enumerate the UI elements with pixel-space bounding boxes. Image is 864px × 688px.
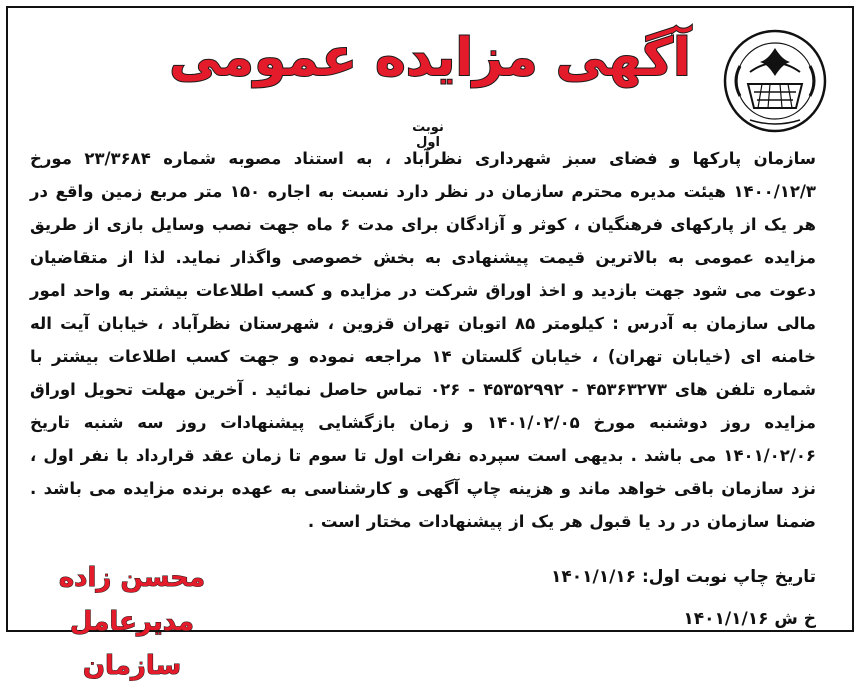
notice-frame xyxy=(6,6,854,681)
municipality-emblem-icon xyxy=(720,26,830,136)
round-label: نوبت اول xyxy=(412,120,444,150)
notice-body: سازمان پارکها و فضای سبز شهرداری نظرآباد ، به استناد مصوبه شماره ۲۳/۳۶۸۴ مورخ ۱۴۰۰/۱۲/۳ هیئت مدیره محترم سازمان در نظر دارد نسبت به اجاره ۱۵۰ متر مربع زمین واقع در هر یک از پارکهای فرهنگیان ، کوثر و آزادگان برای مدت ۶ ماه جهت نصب وسایل بازی از طریق مزایده عمومی به بالاترین قیمت پیشنهادی به بخش خصوصی واگذار نماید. لذا از متقاضیان دعوت می شود جهت بازدید و اخذ اوراق شرکت در مزایده و کسب اطلاعات بیشتر به واحد امور مالی سازمان به آدرس : کیلومتر ۸۵ اتوبان تهران قزوین ، شهرستان نظرآباد ، خیابان آیت اله خامنه ای (خیابان تهران) ، خیابان گلستان ۱۴ مراجعه نموده و جهت کسب اطلاعات بیشتر با شماره تلفن های ۴۵۳۶۳۲۷۳ - ۴۵۳۵۲۹۹۲ - ۰۲۶ تماس حاصل نمائید . آخرین مهلت تحویل اوراق مزایده روز دوشنبه مورخ ۱۴۰۱/۰۲/۰۵ و زمان بازگشایی پیشنهادات روز سه شنبه تاریخ ۱۴۰۱/۰۲/۰۶ می باشد . بدیهی است سپرده نفرات اول تا سوم تا زمان عقد قرارداد با نفر اول ، نزد سازمان باقی خواهد ماند و هزینه چاپ آگهی و کارشناسی به عهده برنده مزایده می باشد . ضمنا سازمان در رد یا قبول هر یک از پیشنهادات مختار است . xyxy=(30,149,817,531)
signer-title: مدیرعامل سازمان xyxy=(70,607,194,681)
page-title: آگهی مزایده عمومی xyxy=(169,28,691,88)
footer-dates xyxy=(551,556,816,640)
reference-code: خ ش ۱۴۰۱/۱/۱۶ xyxy=(683,609,816,629)
signer-name: محسن زاده xyxy=(58,563,206,593)
print-date: تاریخ چاپ نوبت اول: ۱۴۰۱/۱/۱۶ xyxy=(550,567,816,587)
signature-block xyxy=(32,556,232,688)
